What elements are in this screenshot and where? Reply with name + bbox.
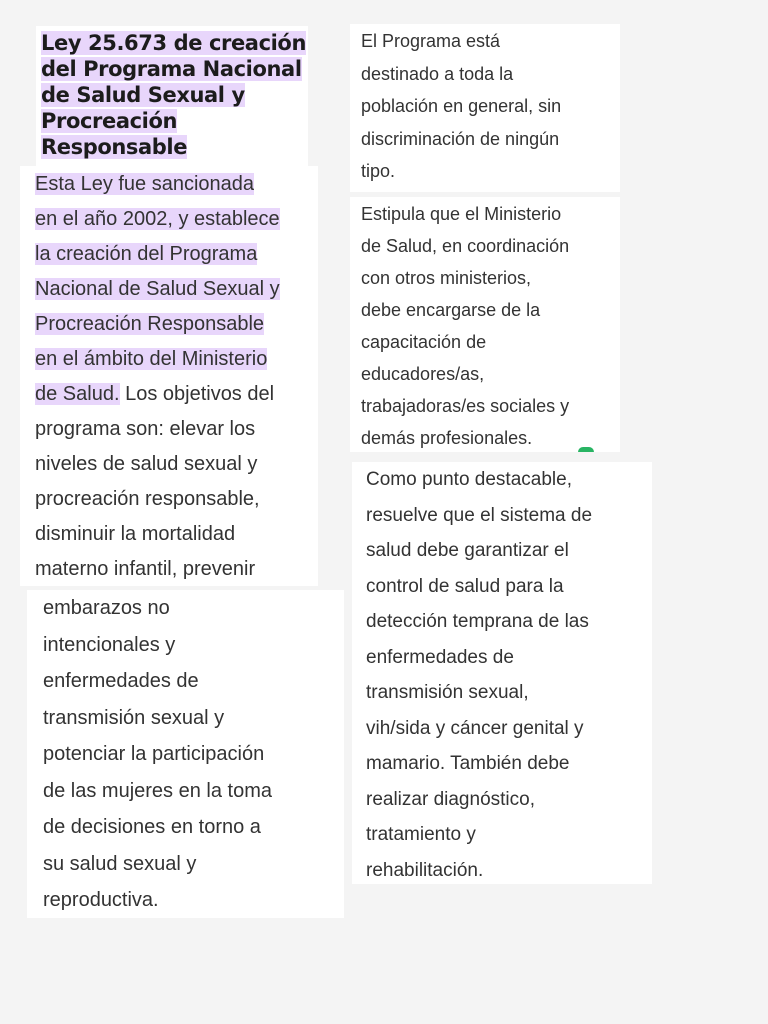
- green-dot-icon: [578, 447, 594, 452]
- highlight-line: salud debe garantizar el: [366, 540, 569, 561]
- objectives-line: transmisión sexual y: [43, 706, 225, 729]
- title-line: de Salud Sexual y: [41, 83, 245, 107]
- intro-card: [20, 166, 318, 586]
- intro-line: disminuir la mortalidad: [35, 523, 236, 545]
- highlight-card: [352, 462, 652, 884]
- highlight-line: detección temprana de las: [366, 611, 589, 632]
- ministry-line: Estipula que el Ministerio: [361, 204, 562, 224]
- objectives-line: de decisiones en torno a: [43, 816, 261, 838]
- highlight-line: tratamiento y: [366, 824, 476, 845]
- intro-line-tail: Los objetivos del: [119, 383, 275, 405]
- objectives-line: reproductiva.: [43, 889, 159, 911]
- intro-line-highlighted-tail: de Salud.: [35, 383, 120, 405]
- objectives-line: su salud sexual y: [43, 852, 197, 875]
- objectives-card: [27, 590, 344, 918]
- objectives-line: embarazos no: [43, 597, 170, 619]
- intro-line: Procreación Responsable: [35, 313, 265, 335]
- ministry-line: debe encargarse de la: [361, 300, 541, 320]
- title-line: del Programa Nacional: [41, 57, 302, 81]
- intro-line: materno infantil, prevenir: [35, 558, 256, 580]
- highlight-line: enfermedades de: [366, 646, 514, 668]
- objectives-line: intencionales y: [43, 633, 176, 656]
- audience-card: [350, 24, 620, 192]
- objectives-line: potenciar la participación: [43, 743, 265, 765]
- title-card: [36, 26, 308, 166]
- ministry-line: con otros ministerios,: [361, 268, 532, 288]
- title-line: Responsable: [41, 135, 188, 159]
- page-title: [41, 30, 308, 160]
- objectives-line: de las mujeres en la toma: [43, 779, 273, 802]
- highlight-line: realizar diagnóstico,: [366, 788, 535, 810]
- audience-line: población en general, sin: [361, 96, 562, 116]
- highlight-line: resuelve que el sistema de: [366, 504, 593, 526]
- highlight-line: transmisión sexual,: [366, 682, 529, 703]
- intro-line: Nacional de Salud Sexual y: [35, 278, 280, 300]
- objectives-line: enfermedades de: [43, 670, 199, 692]
- intro-line: en el año 2002, y establece: [35, 208, 280, 230]
- audience-line: tipo.: [361, 161, 396, 181]
- intro-line: en el ámbito del Ministerio: [35, 348, 268, 370]
- audience-line: destinado a toda la: [361, 63, 514, 84]
- ministry-card: [350, 197, 620, 452]
- ministry-line: demás profesionales.: [361, 428, 533, 448]
- highlight-line: control de salud para la: [366, 575, 564, 597]
- ministry-line: educadores/as,: [361, 364, 485, 384]
- audience-line: discriminación de ningún: [361, 128, 560, 149]
- intro-line: niveles de salud sexual y: [35, 453, 258, 475]
- ministry-line: trabajadoras/es sociales y: [361, 396, 570, 416]
- title-line: Ley 25.673 de creación: [41, 31, 306, 55]
- intro-line: la creación del Programa: [35, 243, 258, 265]
- audience-line: El Programa está: [361, 31, 501, 51]
- intro-line: Esta Ley fue sancionada: [35, 173, 255, 195]
- ministry-line: capacitación de: [361, 332, 487, 352]
- highlight-line: rehabilitación.: [366, 859, 484, 881]
- ministry-line: de Salud, en coordinación: [361, 236, 570, 256]
- title-line: Procreación: [41, 109, 178, 133]
- highlight-line: mamario. También debe: [366, 753, 570, 774]
- intro-line: programa son: elevar los: [35, 418, 256, 440]
- highlight-line: Como punto destacable,: [366, 469, 572, 490]
- highlight-line: vih/sida y cáncer genital y: [366, 717, 584, 739]
- intro-line: procreación responsable,: [35, 488, 260, 510]
